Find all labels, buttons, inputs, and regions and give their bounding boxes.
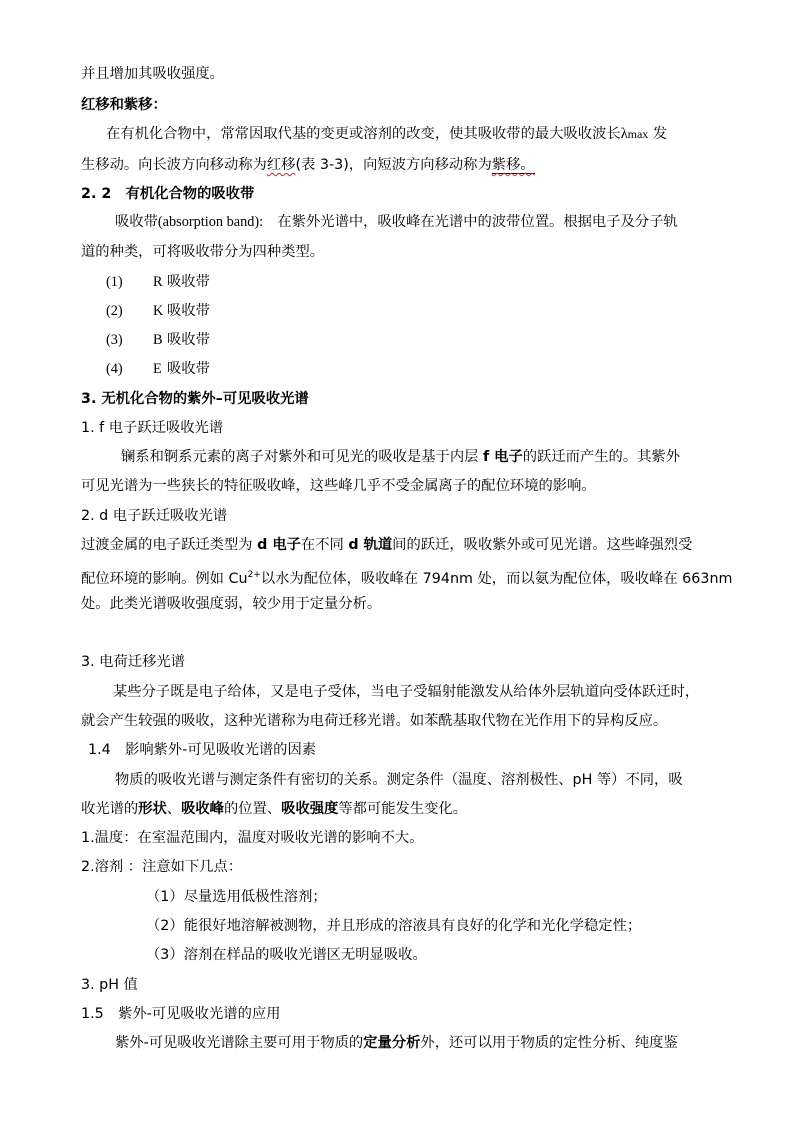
- section-1-5-heading: 1.5 紫外-可见吸收光谱的应用: [81, 1006, 281, 1022]
- heading-red-purple-shift: 红移和紫移：: [81, 97, 167, 113]
- paragraph-d-electron-1: 过渡金属的电子跃迁类型为 d 电子在不同 d 轨道间的跃迁，吸收紫外或可见光谱。这些峰强烈受: [81, 537, 693, 553]
- paragraph-f-electron-1: 镧系和锕系元素的离子对紫外和可见光的吸收是基于内层 f 电子的跃迁而产生的。其紫外: [121, 449, 681, 465]
- list-item: (1) R 吸收带: [106, 274, 210, 290]
- paragraph-factors-2: 收光谱的形状、吸收峰的位置、吸收强度等都可能发生变化。: [81, 801, 468, 817]
- paragraph-absorption-band-2: 道的种类，可将吸收带分为四种类型。: [81, 244, 325, 260]
- list-item: （2）能很好地溶解被测物，并且形成的溶液具有良好的化学和光化学稳定性；: [146, 918, 642, 934]
- paragraph-factors-1: 物质的吸收光谱与测定条件有密切的关系。测定条件（温度、溶剂极性、pH 等）不同，吸: [115, 772, 683, 788]
- list-item: (4) E 吸收带: [106, 361, 210, 377]
- paragraph-d-electron-3: 处。此类光谱吸收强度弱，较少用于定量分析。: [81, 596, 382, 612]
- section-3-heading: 3. 无机化合物的紫外–可见吸收光谱: [81, 391, 309, 407]
- term-red-shift: 红移: [266, 157, 296, 173]
- list-item: （3）溶剂在样品的吸收光谱区无明显吸收。: [146, 947, 427, 963]
- subheading-f-electron: 1. f 电子跃迁吸收光谱: [81, 420, 224, 436]
- line-1: 并且增加其吸收强度。: [81, 66, 224, 82]
- list-item: （1）尽量选用低极性溶剂；: [146, 889, 327, 905]
- paragraph-absorption-band-1: 吸收带(absorption band): 在紫外光谱中，吸收峰在光谱中的波带位置。根据电子及分子轨: [115, 214, 678, 230]
- list-item: (3) B 吸收带: [106, 332, 210, 348]
- paragraph-shift-line-2: 生移动。向长波方向移动称为红移(表 3-3)，向短波方向移动称为紫移。: [81, 157, 535, 173]
- paragraph-charge-transfer-2: 就会产生较强的吸收，这种光谱称为电荷迁移光谱。如苯酰基取代物在光作用下的异构反应。: [81, 713, 668, 729]
- item-ph: 3. pH 值: [81, 977, 138, 993]
- subheading-charge-transfer: 3. 电荷迁移光谱: [81, 654, 185, 670]
- section-2-2-heading: 2. 2 有机化合物的吸收带: [81, 186, 255, 202]
- paragraph-shift-line-1: 在有机化合物中，常常因取代基的变更或溶剂的改变，使其吸收带的最大吸收波长λmax 发: [106, 126, 668, 142]
- item-temperature: 1.温度：在室温范围内，温度对吸收光谱的影响不大。: [81, 830, 424, 846]
- section-1-4-heading: 1.4 影响紫外-可见吸收光谱的因素: [88, 742, 317, 758]
- list-item: (2) K 吸收带: [106, 303, 210, 319]
- term-purple-shift: 紫移。: [491, 157, 535, 173]
- paragraph-f-electron-2: 可见光谱为一些狭长的特征吸收峰，这些峰几乎不受金属离子的配位环境的影响。: [81, 478, 596, 494]
- paragraph-applications: 紫外-可见吸收光谱除主要可用于物质的定量分析外，还可以用于物质的定性分析、纯度鉴: [115, 1035, 678, 1051]
- paragraph-charge-transfer-1: 某些分子既是电子给体，又是电子受体，当电子受辐射能激发从给体外层轨道向受体跃迁时，: [113, 684, 700, 700]
- paragraph-d-electron-2: 配位环境的影响。例如 $Cu^{2+}$以水为配位体，吸收峰在 794nm 处，而以氨为配位体，吸收峰在 663nm: [81, 570, 733, 587]
- subheading-d-electron: 2. d 电子跃迁吸收光谱: [81, 508, 228, 524]
- item-solvent: 2.溶剂 ：注意如下几点：: [81, 859, 243, 875]
